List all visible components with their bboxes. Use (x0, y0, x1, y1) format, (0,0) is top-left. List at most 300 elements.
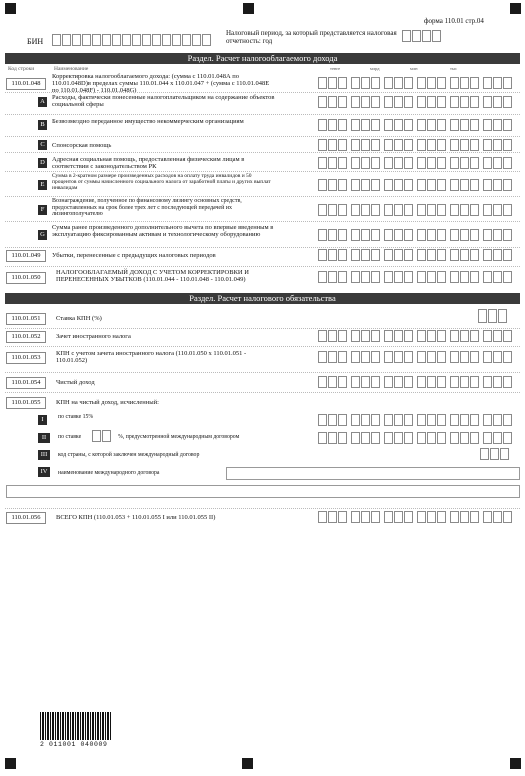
amount-cell[interactable] (417, 414, 426, 426)
amount-cell[interactable] (450, 229, 459, 241)
amount-cell[interactable] (361, 229, 370, 241)
amount-cell[interactable] (450, 119, 459, 131)
amount-cell[interactable] (460, 204, 469, 216)
amount-cell[interactable] (371, 204, 380, 216)
amount-cell[interactable] (460, 249, 469, 261)
amount-cell[interactable] (318, 432, 327, 444)
amount-cell[interactable] (483, 96, 492, 108)
amount-cell[interactable] (460, 119, 469, 131)
amount-cell[interactable] (417, 511, 426, 523)
amount-cell[interactable] (493, 249, 502, 261)
amount-cell[interactable] (361, 204, 370, 216)
amount-cell[interactable] (437, 179, 446, 191)
amount-cell[interactable] (404, 179, 413, 191)
amount-cell[interactable] (404, 96, 413, 108)
amount-cell[interactable] (338, 77, 347, 89)
amount-cell[interactable] (470, 271, 479, 283)
amount-cell[interactable] (338, 96, 347, 108)
amount-cell[interactable] (318, 511, 327, 523)
amount-cell[interactable] (351, 271, 360, 283)
amount-cell[interactable] (404, 229, 413, 241)
amount-cell[interactable] (361, 414, 370, 426)
amount-cell[interactable] (328, 96, 337, 108)
amount-cell[interactable] (417, 432, 426, 444)
amount-cell[interactable] (450, 139, 459, 151)
amount-cell[interactable] (493, 414, 502, 426)
amount-cell[interactable] (328, 376, 337, 388)
amount-cell[interactable] (318, 351, 327, 363)
amount-cell[interactable] (351, 229, 360, 241)
amount-cell[interactable] (493, 77, 502, 89)
amount-cell[interactable] (351, 139, 360, 151)
amount-cell[interactable] (437, 204, 446, 216)
amount-cell[interactable] (470, 249, 479, 261)
amount-cell[interactable] (493, 229, 502, 241)
amount-cell[interactable] (460, 139, 469, 151)
amount-cell[interactable] (351, 376, 360, 388)
amount-cell[interactable] (361, 157, 370, 169)
amount-cell[interactable] (450, 414, 459, 426)
amount-cell[interactable] (437, 330, 446, 342)
amount-cell[interactable] (361, 119, 370, 131)
amount-cell[interactable] (427, 77, 436, 89)
amount-cell[interactable] (450, 96, 459, 108)
amount-cell[interactable] (503, 351, 512, 363)
amount-cell[interactable] (351, 414, 360, 426)
amount-cell[interactable] (318, 96, 327, 108)
amount-cell[interactable] (437, 139, 446, 151)
amount-cell[interactable] (394, 249, 403, 261)
amount-cells[interactable] (318, 330, 513, 342)
amount-cell[interactable] (460, 376, 469, 388)
amount-cell[interactable] (483, 179, 492, 191)
amount-cell[interactable] (351, 157, 360, 169)
amount-cell[interactable] (437, 414, 446, 426)
amount-cell[interactable] (371, 139, 380, 151)
amount-cell[interactable] (503, 271, 512, 283)
amount-cell[interactable] (437, 157, 446, 169)
amount-cell[interactable] (493, 351, 502, 363)
amount-cell[interactable] (328, 119, 337, 131)
rate-cells[interactable] (92, 430, 111, 442)
amount-cell[interactable] (503, 511, 512, 523)
amount-cell[interactable] (450, 330, 459, 342)
amount-cell[interactable] (470, 511, 479, 523)
amount-cell[interactable] (351, 119, 360, 131)
amount-cell[interactable] (503, 376, 512, 388)
amount-cell[interactable] (361, 96, 370, 108)
amount-cell[interactable] (470, 432, 479, 444)
amount-cell[interactable] (503, 432, 512, 444)
amount-cell[interactable] (427, 351, 436, 363)
amount-cell[interactable] (437, 376, 446, 388)
amount-cell[interactable] (427, 511, 436, 523)
amount-cell[interactable] (361, 330, 370, 342)
amount-cell[interactable] (503, 229, 512, 241)
amount-cell[interactable] (460, 414, 469, 426)
amount-cell[interactable] (404, 432, 413, 444)
amount-cell[interactable] (404, 249, 413, 261)
amount-cell[interactable] (404, 204, 413, 216)
amount-cells[interactable] (318, 511, 513, 523)
amount-cell[interactable] (437, 351, 446, 363)
amount-cell[interactable] (460, 432, 469, 444)
amount-cell[interactable] (318, 414, 327, 426)
amount-cell[interactable] (503, 179, 512, 191)
amount-cell[interactable] (328, 157, 337, 169)
amount-cell[interactable] (384, 249, 393, 261)
amount-cell[interactable] (483, 376, 492, 388)
amount-cell[interactable] (338, 119, 347, 131)
amount-cell[interactable] (404, 271, 413, 283)
amount-cell[interactable] (371, 157, 380, 169)
amount-cell[interactable] (417, 229, 426, 241)
amount-cell[interactable] (351, 77, 360, 89)
amount-cell[interactable] (460, 157, 469, 169)
amount-cell[interactable] (437, 77, 446, 89)
amount-cell[interactable] (450, 271, 459, 283)
amount-cell[interactable] (394, 432, 403, 444)
amount-cell[interactable] (437, 511, 446, 523)
amount-cell[interactable] (460, 351, 469, 363)
amount-cell[interactable] (338, 351, 347, 363)
amount-cell[interactable] (361, 77, 370, 89)
amount-cell[interactable] (417, 271, 426, 283)
amount-cell[interactable] (427, 96, 436, 108)
amount-cell[interactable] (427, 119, 436, 131)
amount-cell[interactable] (460, 330, 469, 342)
period-year-cells[interactable] (402, 30, 441, 42)
amount-cell[interactable] (404, 351, 413, 363)
amount-cell[interactable] (483, 77, 492, 89)
amount-cells[interactable] (318, 157, 513, 169)
amount-cell[interactable] (427, 229, 436, 241)
amount-cell[interactable] (328, 229, 337, 241)
amount-cell[interactable] (417, 77, 426, 89)
amount-cell[interactable] (361, 249, 370, 261)
amount-cell[interactable] (437, 96, 446, 108)
amount-cell[interactable] (404, 511, 413, 523)
amount-cells[interactable] (318, 204, 513, 216)
amount-cell[interactable] (460, 271, 469, 283)
amount-cell[interactable] (404, 330, 413, 342)
amount-cell[interactable] (437, 271, 446, 283)
amount-cell[interactable] (394, 139, 403, 151)
amount-cell[interactable] (361, 179, 370, 191)
amount-cell[interactable] (404, 157, 413, 169)
amount-cell[interactable] (450, 511, 459, 523)
amount-cell[interactable] (394, 511, 403, 523)
amount-cell[interactable] (394, 330, 403, 342)
amount-cell[interactable] (417, 204, 426, 216)
amount-cells[interactable] (318, 139, 513, 151)
amount-cell[interactable] (427, 179, 436, 191)
amount-cell[interactable] (338, 271, 347, 283)
amount-cell[interactable] (361, 351, 370, 363)
amount-cell[interactable] (338, 511, 347, 523)
amount-cell[interactable] (394, 157, 403, 169)
amount-cell[interactable] (371, 77, 380, 89)
amount-cell[interactable] (427, 139, 436, 151)
amount-cell[interactable] (404, 139, 413, 151)
amount-cells[interactable] (318, 249, 513, 261)
amount-cell[interactable] (371, 376, 380, 388)
amount-cell[interactable] (371, 229, 380, 241)
amount-cell[interactable] (328, 414, 337, 426)
amount-cell[interactable] (483, 249, 492, 261)
amount-cell[interactable] (394, 414, 403, 426)
amount-cell[interactable] (483, 414, 492, 426)
amount-cell[interactable] (404, 119, 413, 131)
amount-cell[interactable] (371, 271, 380, 283)
amount-cell[interactable] (427, 204, 436, 216)
kpn-rate-cells[interactable] (478, 309, 507, 323)
amount-cell[interactable] (384, 229, 393, 241)
amount-cell[interactable] (470, 229, 479, 241)
amount-cell[interactable] (427, 249, 436, 261)
amount-cell[interactable] (503, 249, 512, 261)
amount-cells[interactable] (318, 414, 513, 426)
amount-cell[interactable] (394, 229, 403, 241)
amount-cell[interactable] (450, 179, 459, 191)
amount-cell[interactable] (384, 204, 393, 216)
amount-cell[interactable] (351, 179, 360, 191)
amount-cells[interactable] (318, 77, 513, 89)
amount-cell[interactable] (371, 119, 380, 131)
amount-cell[interactable] (384, 432, 393, 444)
amount-cell[interactable] (318, 77, 327, 89)
treaty-name-input-cont[interactable] (6, 485, 520, 498)
amount-cell[interactable] (450, 351, 459, 363)
amount-cell[interactable] (470, 376, 479, 388)
amount-cells[interactable] (318, 432, 513, 444)
amount-cell[interactable] (328, 204, 337, 216)
amount-cell[interactable] (470, 119, 479, 131)
amount-cell[interactable] (503, 139, 512, 151)
amount-cell[interactable] (371, 511, 380, 523)
amount-cell[interactable] (483, 351, 492, 363)
amount-cell[interactable] (371, 96, 380, 108)
amount-cell[interactable] (493, 330, 502, 342)
amount-cell[interactable] (483, 330, 492, 342)
amount-cell[interactable] (460, 229, 469, 241)
amount-cell[interactable] (503, 119, 512, 131)
amount-cell[interactable] (318, 179, 327, 191)
amount-cell[interactable] (483, 204, 492, 216)
amount-cell[interactable] (483, 432, 492, 444)
amount-cell[interactable] (338, 179, 347, 191)
amount-cell[interactable] (394, 96, 403, 108)
amount-cell[interactable] (470, 157, 479, 169)
amount-cell[interactable] (328, 330, 337, 342)
amount-cell[interactable] (384, 139, 393, 151)
amount-cell[interactable] (483, 511, 492, 523)
amount-cell[interactable] (371, 330, 380, 342)
amount-cell[interactable] (503, 157, 512, 169)
amount-cell[interactable] (437, 229, 446, 241)
amount-cell[interactable] (328, 511, 337, 523)
amount-cell[interactable] (427, 414, 436, 426)
amount-cell[interactable] (351, 330, 360, 342)
amount-cells[interactable] (318, 229, 513, 241)
amount-cell[interactable] (361, 139, 370, 151)
amount-cell[interactable] (384, 77, 393, 89)
amount-cell[interactable] (483, 229, 492, 241)
amount-cell[interactable] (493, 157, 502, 169)
amount-cell[interactable] (351, 511, 360, 523)
amount-cell[interactable] (427, 330, 436, 342)
amount-cell[interactable] (450, 77, 459, 89)
amount-cell[interactable] (394, 179, 403, 191)
amount-cell[interactable] (417, 157, 426, 169)
amount-cell[interactable] (384, 511, 393, 523)
amount-cell[interactable] (394, 204, 403, 216)
amount-cell[interactable] (460, 77, 469, 89)
amount-cell[interactable] (470, 330, 479, 342)
amount-cell[interactable] (371, 351, 380, 363)
amount-cell[interactable] (427, 157, 436, 169)
amount-cell[interactable] (417, 119, 426, 131)
amount-cell[interactable] (338, 414, 347, 426)
amount-cell[interactable] (318, 229, 327, 241)
amount-cell[interactable] (371, 414, 380, 426)
amount-cell[interactable] (338, 249, 347, 261)
amount-cell[interactable] (417, 330, 426, 342)
amount-cell[interactable] (384, 157, 393, 169)
amount-cell[interactable] (404, 414, 413, 426)
amount-cell[interactable] (470, 77, 479, 89)
amount-cell[interactable] (351, 204, 360, 216)
amount-cell[interactable] (384, 376, 393, 388)
amount-cell[interactable] (483, 119, 492, 131)
amount-cell[interactable] (503, 96, 512, 108)
amount-cell[interactable] (460, 96, 469, 108)
amount-cell[interactable] (450, 249, 459, 261)
amount-cell[interactable] (503, 77, 512, 89)
amount-cell[interactable] (394, 77, 403, 89)
amount-cell[interactable] (394, 376, 403, 388)
amount-cell[interactable] (450, 376, 459, 388)
amount-cell[interactable] (371, 432, 380, 444)
amount-cell[interactable] (361, 511, 370, 523)
amount-cell[interactable] (427, 432, 436, 444)
amount-cell[interactable] (427, 376, 436, 388)
amount-cell[interactable] (318, 204, 327, 216)
amount-cell[interactable] (318, 249, 327, 261)
amount-cell[interactable] (338, 204, 347, 216)
amount-cell[interactable] (384, 179, 393, 191)
amount-cell[interactable] (338, 229, 347, 241)
amount-cell[interactable] (470, 351, 479, 363)
amount-cell[interactable] (371, 179, 380, 191)
amount-cell[interactable] (351, 351, 360, 363)
amount-cells[interactable] (318, 119, 513, 131)
amount-cell[interactable] (483, 139, 492, 151)
amount-cell[interactable] (437, 249, 446, 261)
amount-cell[interactable] (470, 414, 479, 426)
amount-cell[interactable] (493, 139, 502, 151)
amount-cell[interactable] (460, 511, 469, 523)
amount-cell[interactable] (493, 96, 502, 108)
amount-cell[interactable] (417, 96, 426, 108)
amount-cell[interactable] (384, 414, 393, 426)
amount-cell[interactable] (318, 330, 327, 342)
amount-cell[interactable] (427, 271, 436, 283)
amount-cell[interactable] (503, 204, 512, 216)
amount-cell[interactable] (493, 432, 502, 444)
amount-cell[interactable] (338, 139, 347, 151)
amount-cell[interactable] (328, 179, 337, 191)
amount-cell[interactable] (361, 271, 370, 283)
amount-cell[interactable] (417, 179, 426, 191)
amount-cell[interactable] (460, 179, 469, 191)
bin-cells[interactable] (52, 34, 211, 46)
amount-cell[interactable] (318, 157, 327, 169)
amount-cell[interactable] (450, 432, 459, 444)
amount-cell[interactable] (394, 271, 403, 283)
amount-cell[interactable] (483, 271, 492, 283)
amount-cell[interactable] (328, 77, 337, 89)
amount-cell[interactable] (384, 119, 393, 131)
amount-cell[interactable] (417, 139, 426, 151)
amount-cell[interactable] (417, 376, 426, 388)
amount-cell[interactable] (318, 139, 327, 151)
amount-cell[interactable] (371, 249, 380, 261)
treaty-name-input[interactable] (226, 467, 520, 480)
amount-cell[interactable] (328, 139, 337, 151)
amount-cell[interactable] (470, 139, 479, 151)
amount-cell[interactable] (470, 179, 479, 191)
amount-cells[interactable] (318, 376, 513, 388)
amount-cell[interactable] (318, 119, 327, 131)
amount-cell[interactable] (450, 157, 459, 169)
amount-cell[interactable] (351, 249, 360, 261)
amount-cell[interactable] (483, 157, 492, 169)
amount-cells[interactable] (318, 351, 513, 363)
amount-cell[interactable] (318, 376, 327, 388)
amount-cell[interactable] (328, 351, 337, 363)
amount-cell[interactable] (351, 96, 360, 108)
country-code-cells[interactable] (480, 448, 509, 460)
amount-cells[interactable] (318, 271, 513, 283)
amount-cell[interactable] (503, 330, 512, 342)
amount-cell[interactable] (437, 432, 446, 444)
amount-cell[interactable] (417, 351, 426, 363)
amount-cell[interactable] (450, 204, 459, 216)
amount-cell[interactable] (338, 330, 347, 342)
amount-cell[interactable] (328, 249, 337, 261)
amount-cell[interactable] (361, 376, 370, 388)
amount-cell[interactable] (361, 432, 370, 444)
amount-cell[interactable] (493, 179, 502, 191)
amount-cell[interactable] (493, 271, 502, 283)
amount-cell[interactable] (384, 271, 393, 283)
amount-cell[interactable] (384, 96, 393, 108)
amount-cell[interactable] (338, 376, 347, 388)
amount-cell[interactable] (493, 511, 502, 523)
amount-cell[interactable] (404, 376, 413, 388)
amount-cell[interactable] (493, 204, 502, 216)
amount-cell[interactable] (470, 96, 479, 108)
amount-cell[interactable] (384, 351, 393, 363)
amount-cell[interactable] (328, 432, 337, 444)
amount-cell[interactable] (394, 351, 403, 363)
amount-cell[interactable] (328, 271, 337, 283)
amount-cell[interactable] (493, 119, 502, 131)
amount-cell[interactable] (437, 119, 446, 131)
amount-cell[interactable] (503, 414, 512, 426)
amount-cell[interactable] (338, 157, 347, 169)
